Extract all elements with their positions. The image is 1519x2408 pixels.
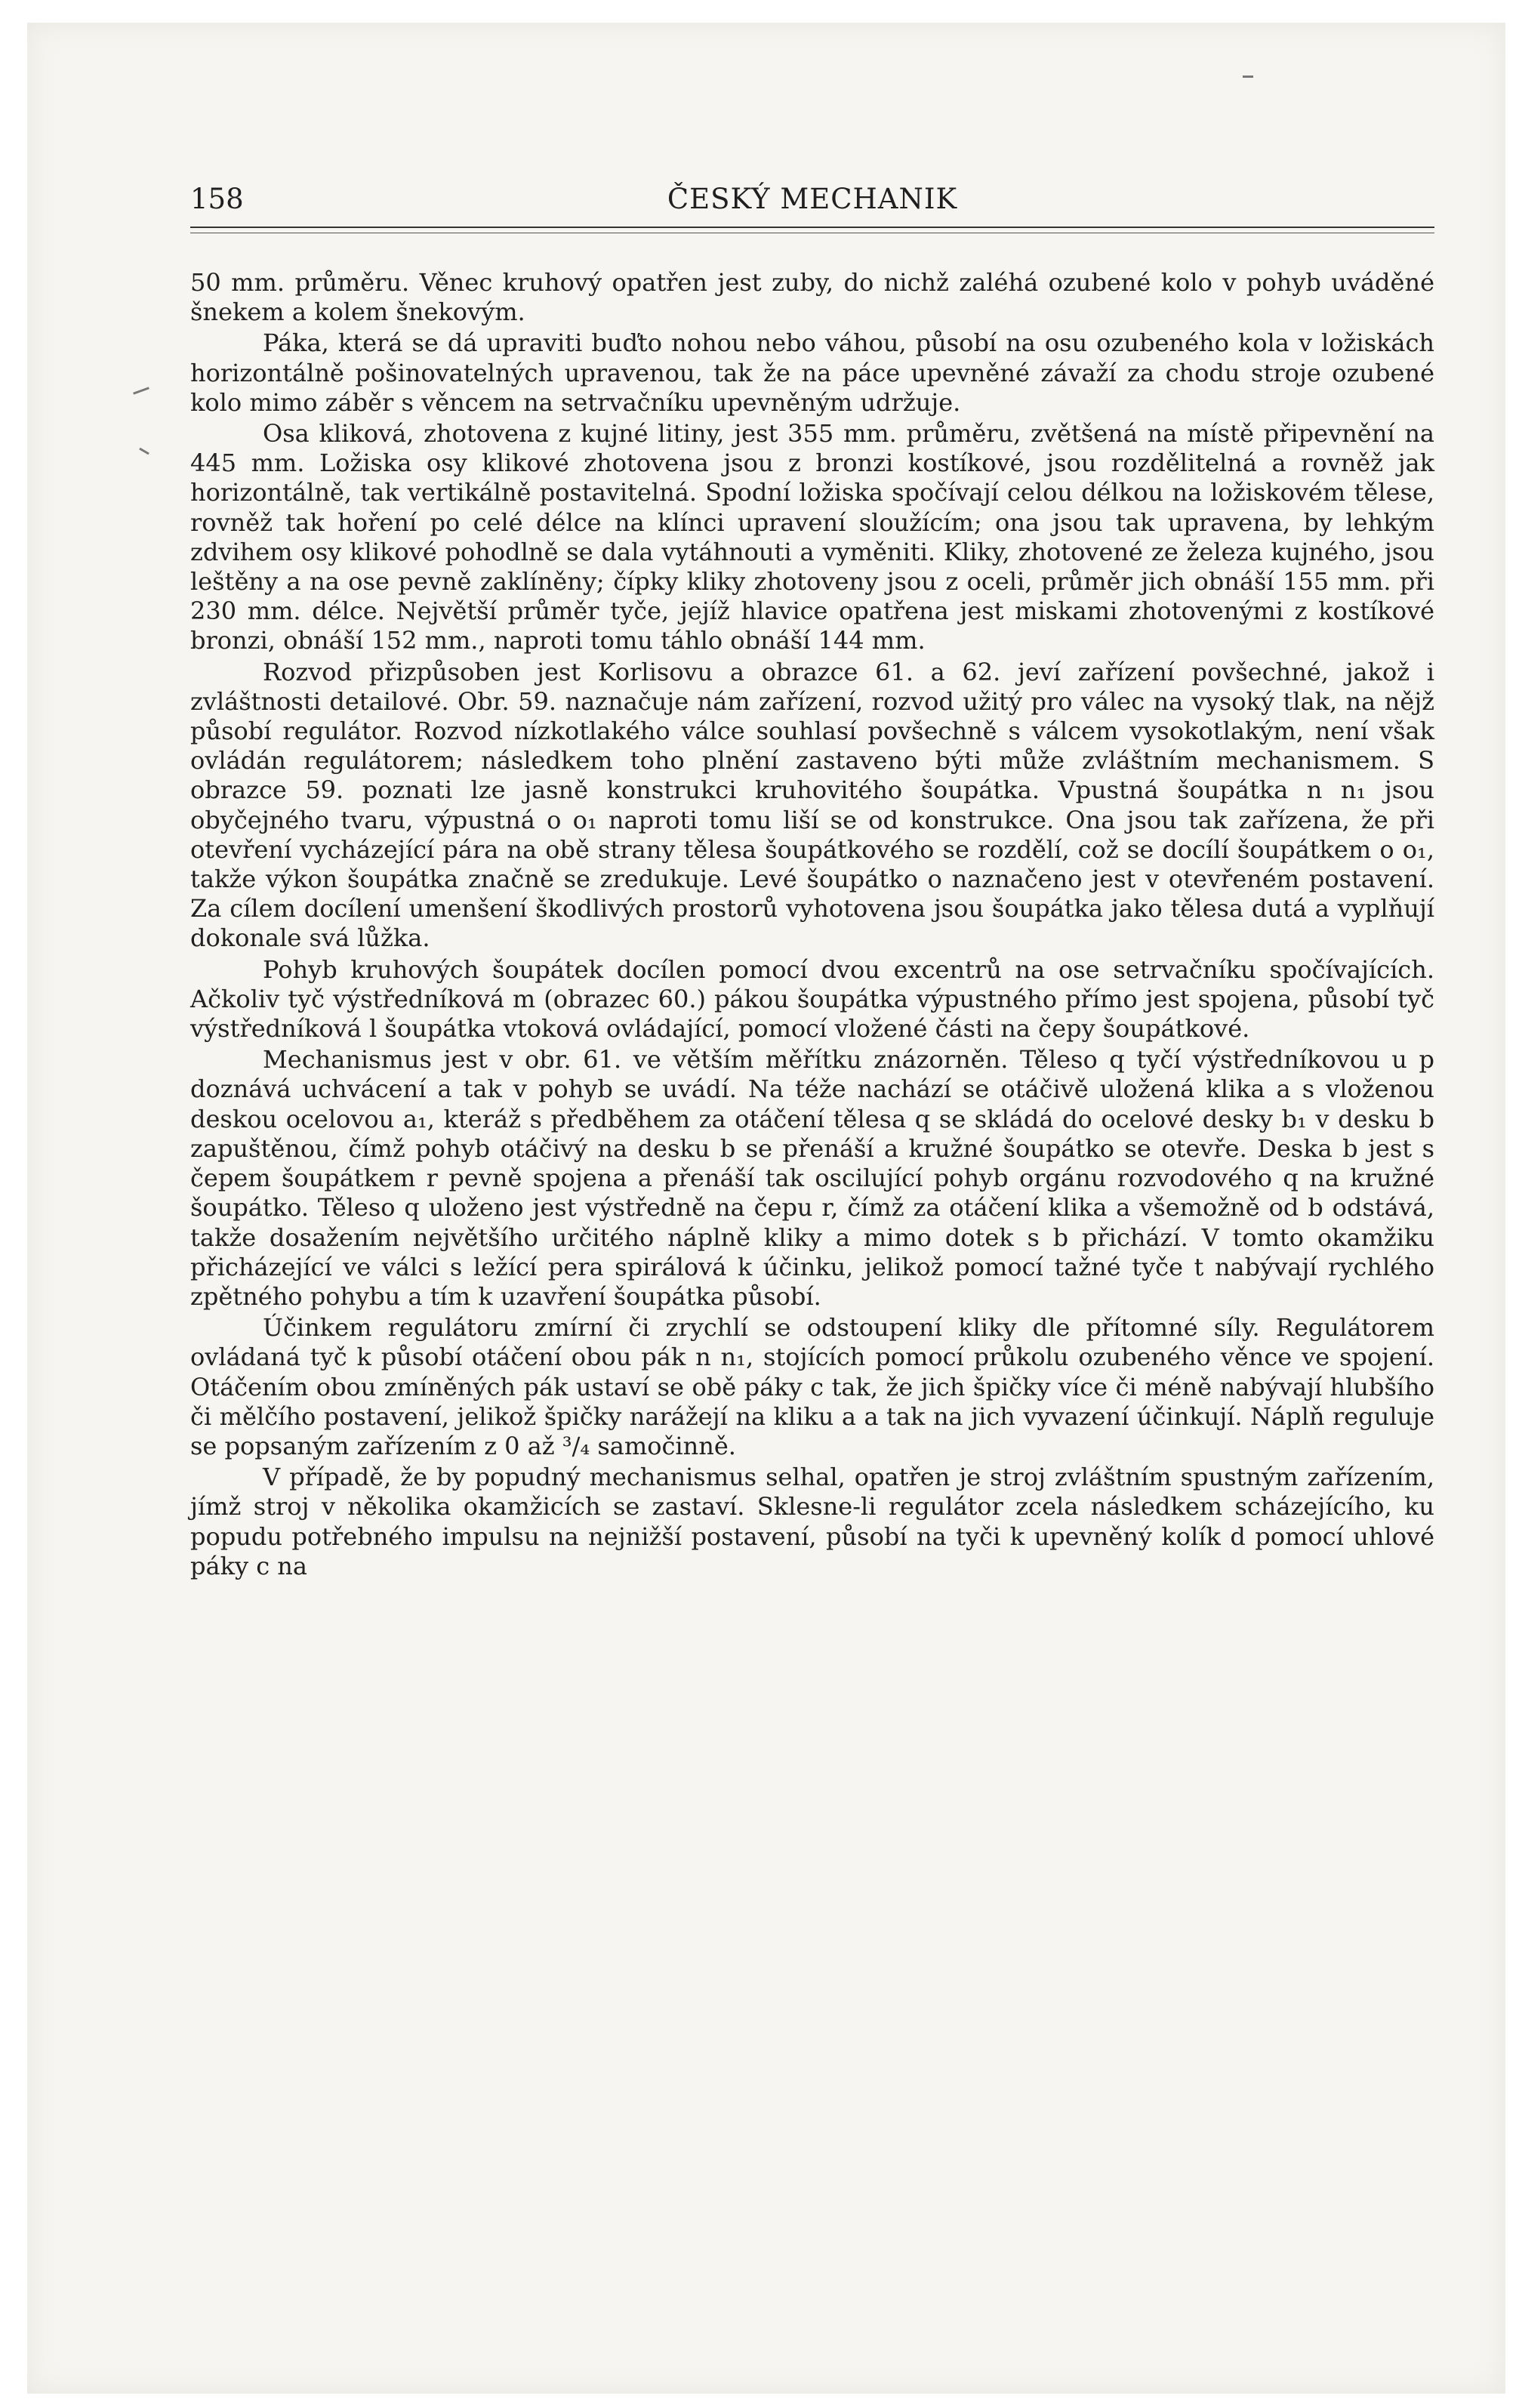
paragraph: Mechanismus jest v obr. 61. ve větším měřítku znázorněn. Těleso q tyčí výstředníkovou u p doznává uchvácení a tak v pohyb se uvádí. Na téže nachází se otáčivě uložená klika a s vloženou deskou ocelovou a₁, kteráž s předběhem za otáčení tělesa q se skládá do ocelové desky b₁ v desku b zapuštěnou, čímž pohyb otáčivý na desku b se přenáší a kružné šoupátko se otevře. Deska b jest s čepem šoupátkem r pevně spojena a přenáší tak oscilující pohyb orgánu rozvodového q na kružné šoupátko. Těleso q uloženo jest výstředně na čepu r, čímž za otáčení klika a všemožně od b odstává, takže dosažením největšího určitého náplně kliky a mimo dotek s b přichází. V tomto okamžiku přicházející ve válci s ležící pera spirálová k účinku, jelikož pomocí tažné tyče t nabývají rychlého zpětného pohybu a tím k uzavření šoupátka působí. (190, 1045, 1434, 1311)
paragraph: Pohyb kruhových šoupátek docílen pomocí dvou excentrů na ose setrvačníku spočívajících. Ačkoliv tyč výstředníková m (obrazec 60.) pákou šoupátka výpustného přímo jest spojena, působí tyč výstředníková l šoupátka vtoková ovládající, pomocí vložené části na čepy šoupátkové. (190, 954, 1434, 1044)
paragraph: 50 mm. průměru. Věnec kruhový opatřen jest zuby, do nichž zaléhá ozubené kolo v pohyb uváděné šnekem a kolem šnekovým. (190, 268, 1434, 327)
margin-mark (1243, 76, 1253, 78)
body-text (190, 268, 1434, 1581)
paragraph: V případě, že by popudný mechanismus selhal, opatřen je stroj zvláštním spustným zařízením, jímž stroj v několika okamžicích se zastaví. Sklesne-li regulátor zcela následkem scházejícího, ku popudu potřebného impulsu na nejnižší postavení, působí na tyči k upevněný kolík d pomocí uhlové páky c na (190, 1463, 1434, 1580)
paragraph: Rozvod přizpůsoben jest Korlisovu a obrazce 61. a 62. jeví zařízení povšechné, jakož i zvláštnosti detailové. Obr. 59. naznačuje nám zařízení, rozvod užitý pro válec na vysoký tlak, na nějž působí regulátor. Rozvod nízkotlakého válce souhlasí povšechně s válcem vysokotlakým, není však ovládán regulátorem; následkem toho plnění zastaveno býti může zvláštním mechanismem. S obrazce 59. poznati lze jasně konstrukci kruhovitého šoupátka. Vpustná šoupátka n n₁ jsou obyčejného tvaru, výpustná o o₁ naproti tomu liší se od konstrukce. Ona jsou tak zařízena, že při otevření vycházející pára na obě strany tělesa šoupátkového se rozdělí, což se docílí šoupátkem o o₁, takže výkon šoupátka značně se zredukuje. Levé šoupátko o naznačeno jest v otevřeném postavení. Za cílem docílení umenšení škodlivých prostorů vyhotovena jsou šoupátka jako tělesa dutá a vyplňují dokonale svá lůžka. (190, 657, 1434, 953)
paragraph: Osa kliková, zhotovena z kujné litiny, jest 355 mm. průměru, zvětšená na místě připevnění na 445 mm. Ložiska osy klikové zhotovena jsou z bronzi kostíkové, jsou rozdělitelná a rovněž jak horizontálně, tak vertikálně postavitelná. Spodní ložiska spočívají celou délkou na ložiskovém tělese, rovněž tak hoření po celé délce na klínci upravení sloužícím; ona jsou tak upravena, by lehkým zdvihem osy klikové pohodlně se dala vytáhnouti a vyměniti. Kliky, zhotovené ze železa kujného, jsou leštěny a na ose pevně zaklíněny; čípky kliky zhotoveny jsou z oceli, průměr jich obnáší 155 mm. při 230 mm. délce. Největší průměr tyče, jejíž hlavice opatřena jest miskami zhotovenými z kostíkové bronzi, obnáší 152 mm., naproti tomu táhlo obnáší 144 mm. (190, 419, 1434, 655)
paragraph: Účinkem regulátoru zmírní či zrychlí se odstoupení kliky dle přítomné síly. Regulátorem ovládaná tyč k působí otáčení obou pák n n₁, stojících pomocí průkolu ozubeného věnce ve spojení. Otáčením obou zmíněných pák ustaví se obě páky c tak, že jich špičky více či méně nabývají hlubšího či mělčího postavení, jelikož špičky narážejí na kliku a a tak na jich vyvazení účinkují. Náplň reguluje se popsaným zařízením z 0 až ³/₄ samočinně. (190, 1313, 1434, 1460)
paragraph: Páka, která se dá upraviti buďto nohou nebo váhou, působí na osu ozubeného kola v ložiskách horizontálně pošinovatelných upravenou, tak že na páce upevněné závaží za chodu stroje ozubené kolo mimo záběr s věncem na setrvačníku upevněným udržuje. (190, 328, 1434, 417)
page-number: 158 (190, 183, 244, 215)
margin-mark (139, 448, 149, 455)
running-head: ČESKÝ MECHANIK (667, 183, 958, 215)
margin-mark (133, 387, 149, 394)
page-header (190, 183, 1434, 216)
header-rule (190, 227, 1434, 228)
